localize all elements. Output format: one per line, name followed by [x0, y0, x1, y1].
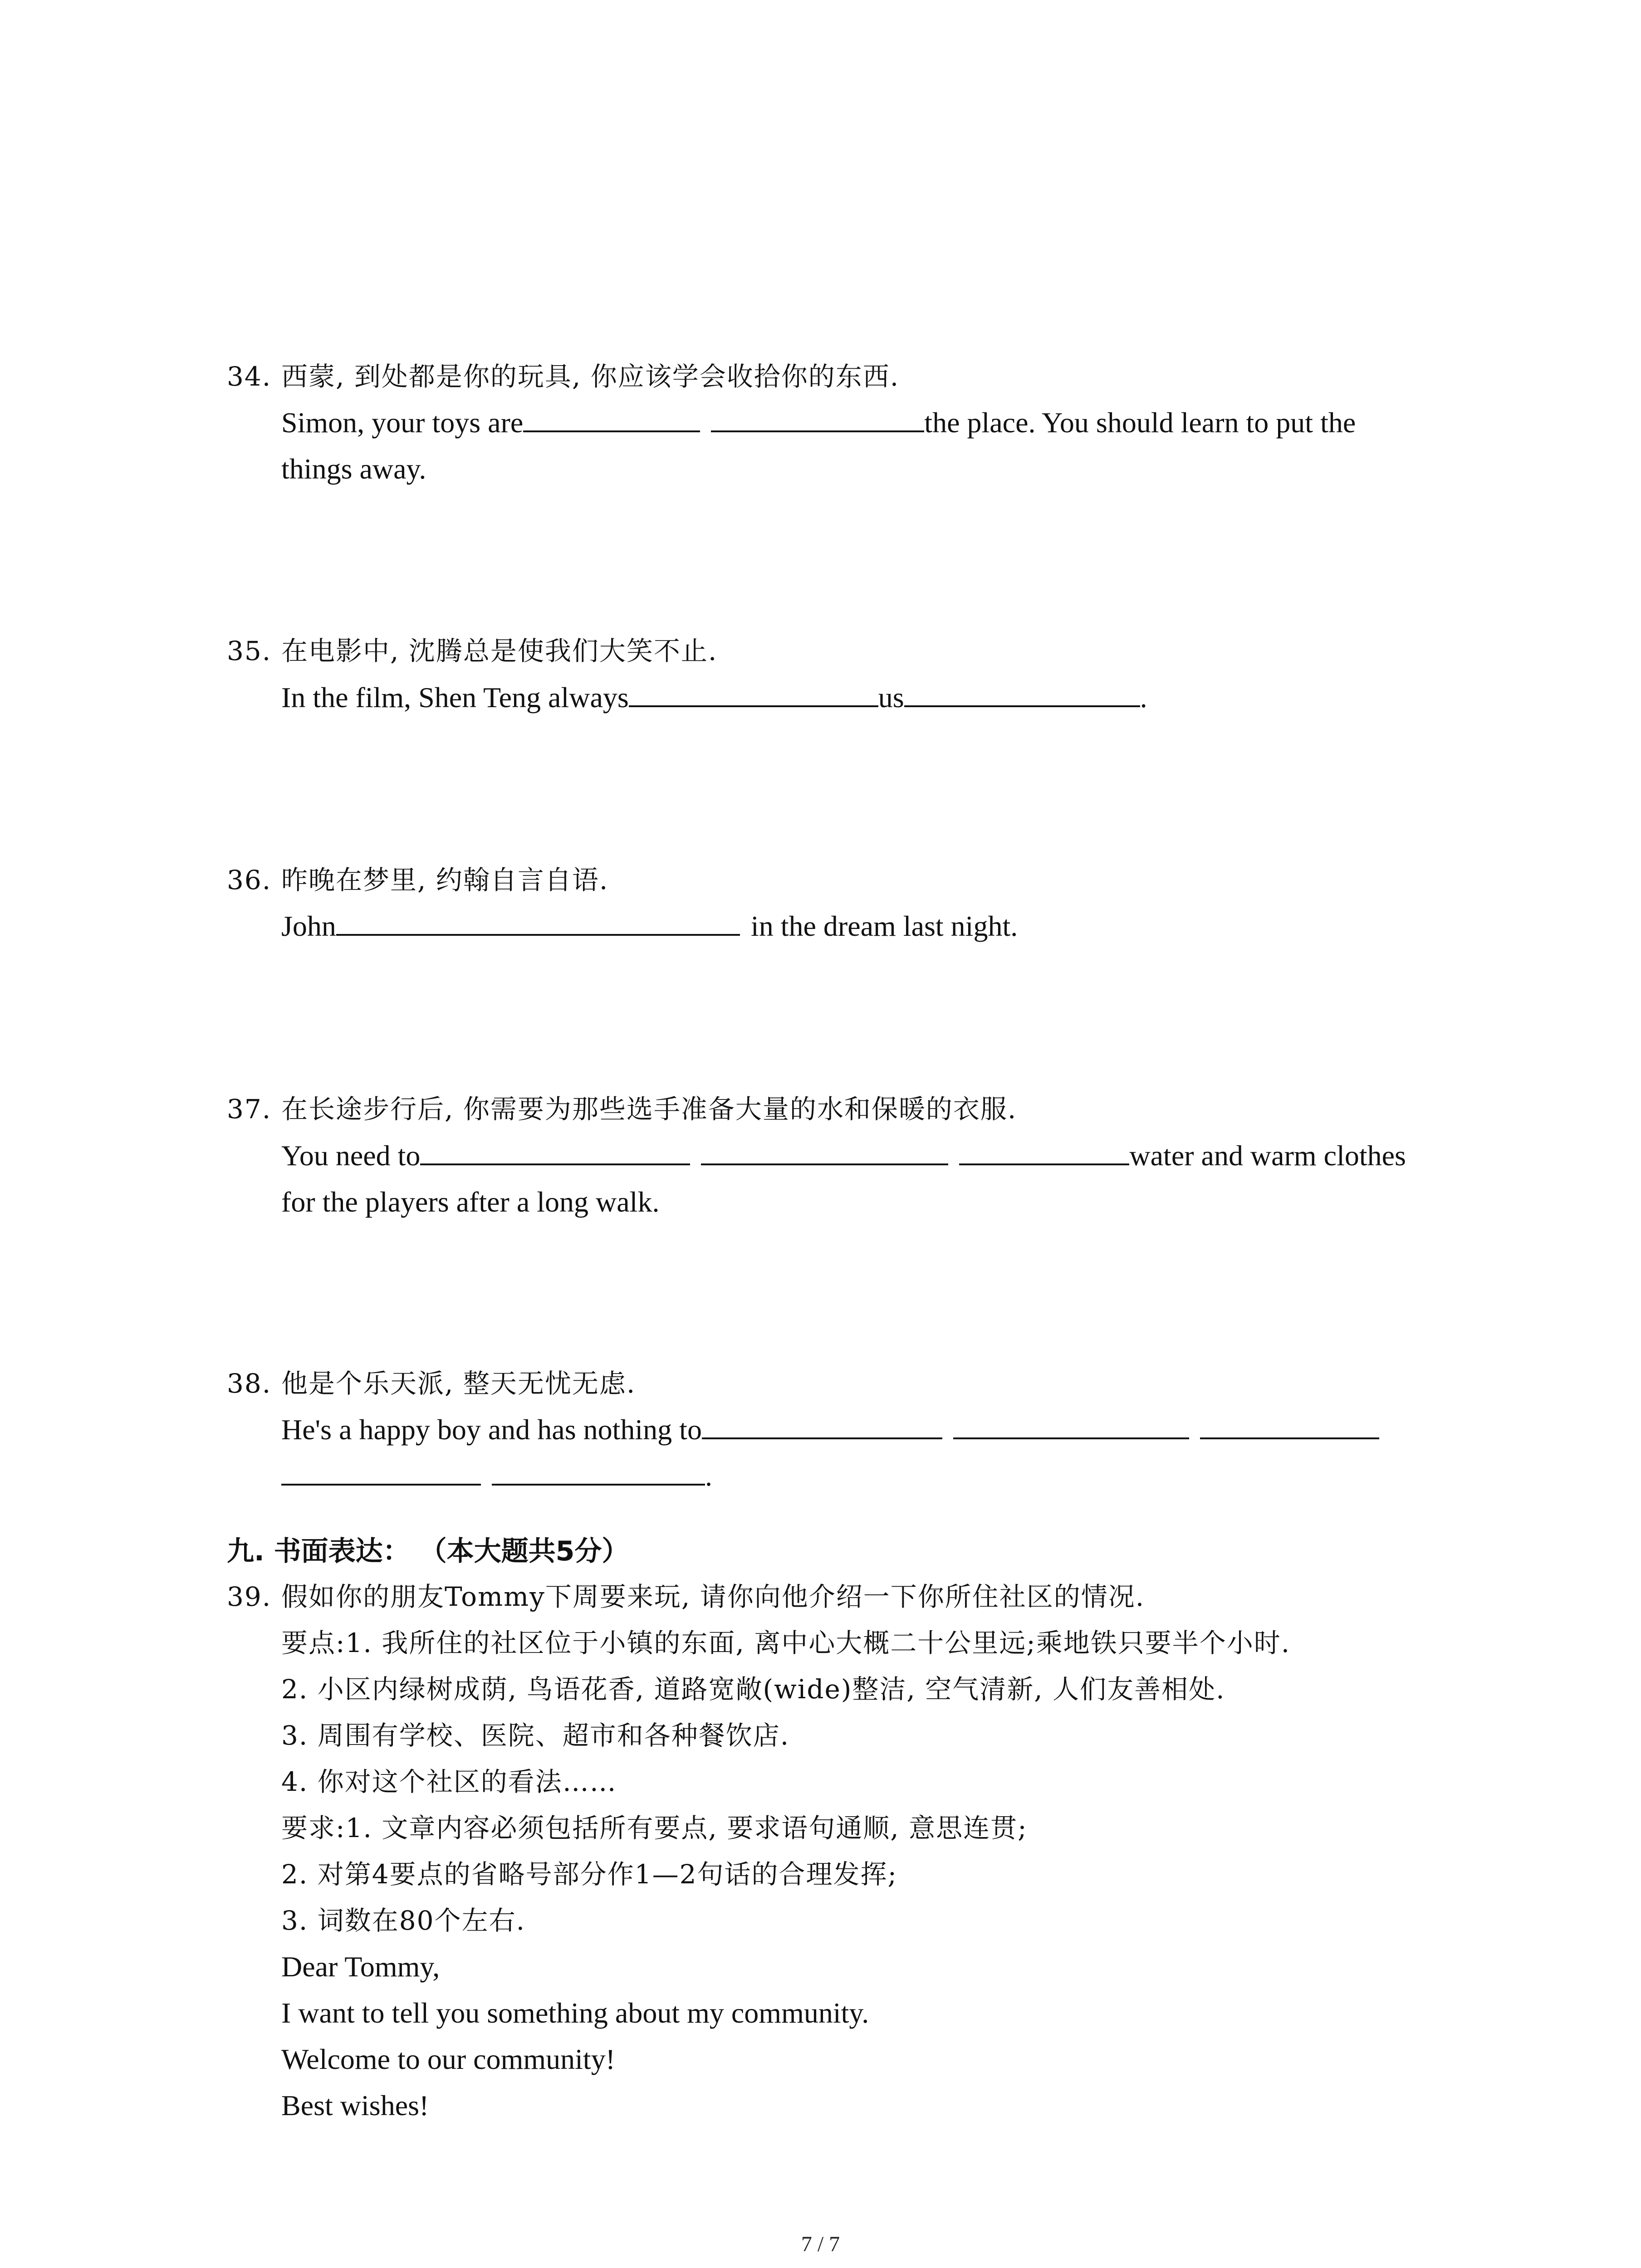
answer-blank[interactable] — [953, 1408, 1189, 1439]
english-text: the place. You should learn to put the — [924, 406, 1356, 439]
english-text: us — [878, 681, 904, 714]
chinese-sentence: 在长途步行后, 你需要为那些选手准备大量的水和保暖的衣服. — [281, 1094, 1017, 1124]
requirement-line: 3. 周围有学校、医院、超市和各种餐饮店. — [281, 1720, 790, 1751]
requirement-line: 3. 词数在80个左右. — [281, 1905, 526, 1936]
answer-blank[interactable] — [336, 904, 740, 936]
question-38-english — [281, 1407, 1379, 1452]
question-number: 39. — [227, 1581, 272, 1612]
english-text: for the players after a long walk. — [281, 1186, 660, 1218]
answer-blank[interactable] — [420, 1134, 690, 1165]
chinese-sentence: 昨晚在梦里, 约翰自言自语. — [281, 865, 609, 895]
requirement-line: 4. 你对这个社区的看法…… — [281, 1766, 617, 1797]
question-number: 37. — [227, 1094, 272, 1124]
question-35-chinese — [227, 628, 717, 674]
english-text: In the film, Shen Teng always — [281, 681, 629, 714]
answer-blank[interactable] — [523, 401, 700, 432]
english-text: in the dream last night. — [750, 910, 1018, 942]
prompt-text: 假如你的朋友Tommy下周要来玩, 请你向他介绍一下你所住社区的情况. — [281, 1581, 1145, 1612]
question-34-english — [281, 400, 1356, 445]
requirement-line: 要求:1. 文章内容必须包括所有要点, 要求语句通顺, 意思连贯; — [281, 1813, 1028, 1843]
chinese-sentence: 他是个乐天派, 整天无忧无虑. — [281, 1368, 636, 1399]
question-37-english-line2 — [281, 1179, 659, 1225]
section-title: 九. 书面表达： （本大题共5分） — [227, 1535, 629, 1567]
english-text: Simon, your toys are — [281, 406, 524, 439]
letter-line: Welcome to our community! — [281, 2043, 615, 2075]
answer-blank[interactable] — [711, 401, 924, 432]
english-text: things away. — [281, 453, 426, 485]
question-36-english — [281, 904, 1018, 949]
question-number: 35. — [227, 635, 272, 666]
question-37-chinese — [227, 1086, 1017, 1132]
question-36-chinese — [227, 857, 608, 903]
letter-line: Best wishes! — [281, 2089, 429, 2121]
answer-blank[interactable] — [959, 1134, 1129, 1165]
letter-line: Dear Tommy, — [281, 1950, 440, 1983]
question-34-chinese — [227, 354, 899, 399]
english-text: You need to — [281, 1139, 421, 1172]
chinese-sentence: 在电影中, 沈腾总是使我们大笑不止. — [281, 635, 718, 666]
answer-blank[interactable] — [701, 1134, 948, 1165]
question-38-chinese — [227, 1361, 636, 1406]
english-text: He's a happy boy and has nothing to — [281, 1413, 702, 1446]
letter-line: I want to tell you something about my community. — [281, 1997, 869, 2029]
answer-blank[interactable] — [629, 675, 878, 707]
english-text: . — [705, 1460, 712, 1492]
requirement-line: 要点:1. 我所住的社区位于小镇的东面, 离中心大概二十公里远;乘地铁只要半个小时. — [281, 1628, 1291, 1658]
question-38-english-line2 — [281, 1453, 712, 1499]
question-number: 38. — [227, 1368, 272, 1399]
english-text: . — [1140, 681, 1147, 714]
answer-blank[interactable] — [281, 1454, 481, 1486]
question-39-prompt — [227, 1574, 1145, 1619]
question-37-english — [281, 1133, 1406, 1178]
question-35-english — [281, 675, 1147, 720]
answer-blank[interactable] — [492, 1454, 705, 1486]
requirement-line: 2. 小区内绿树成荫, 鸟语花香, 道路宽敞(wide)整洁, 空气清新, 人们友善相处. — [281, 1674, 1225, 1705]
answer-blank[interactable] — [904, 675, 1140, 707]
english-text: water and warm clothes — [1129, 1139, 1406, 1172]
answer-blank[interactable] — [1200, 1408, 1379, 1439]
question-number: 34. — [227, 361, 272, 392]
question-34-english-line2 — [281, 446, 426, 492]
question-number: 36. — [227, 865, 272, 895]
answer-blank[interactable] — [702, 1408, 942, 1439]
page-number: 7 / 7 — [801, 2232, 840, 2256]
requirement-line: 2. 对第4要点的省略号部分作1—2句话的合理发挥; — [281, 1859, 898, 1890]
chinese-sentence: 西蒙, 到处都是你的玩具, 你应该学会收拾你的东西. — [281, 361, 900, 392]
english-text: John — [281, 910, 336, 942]
